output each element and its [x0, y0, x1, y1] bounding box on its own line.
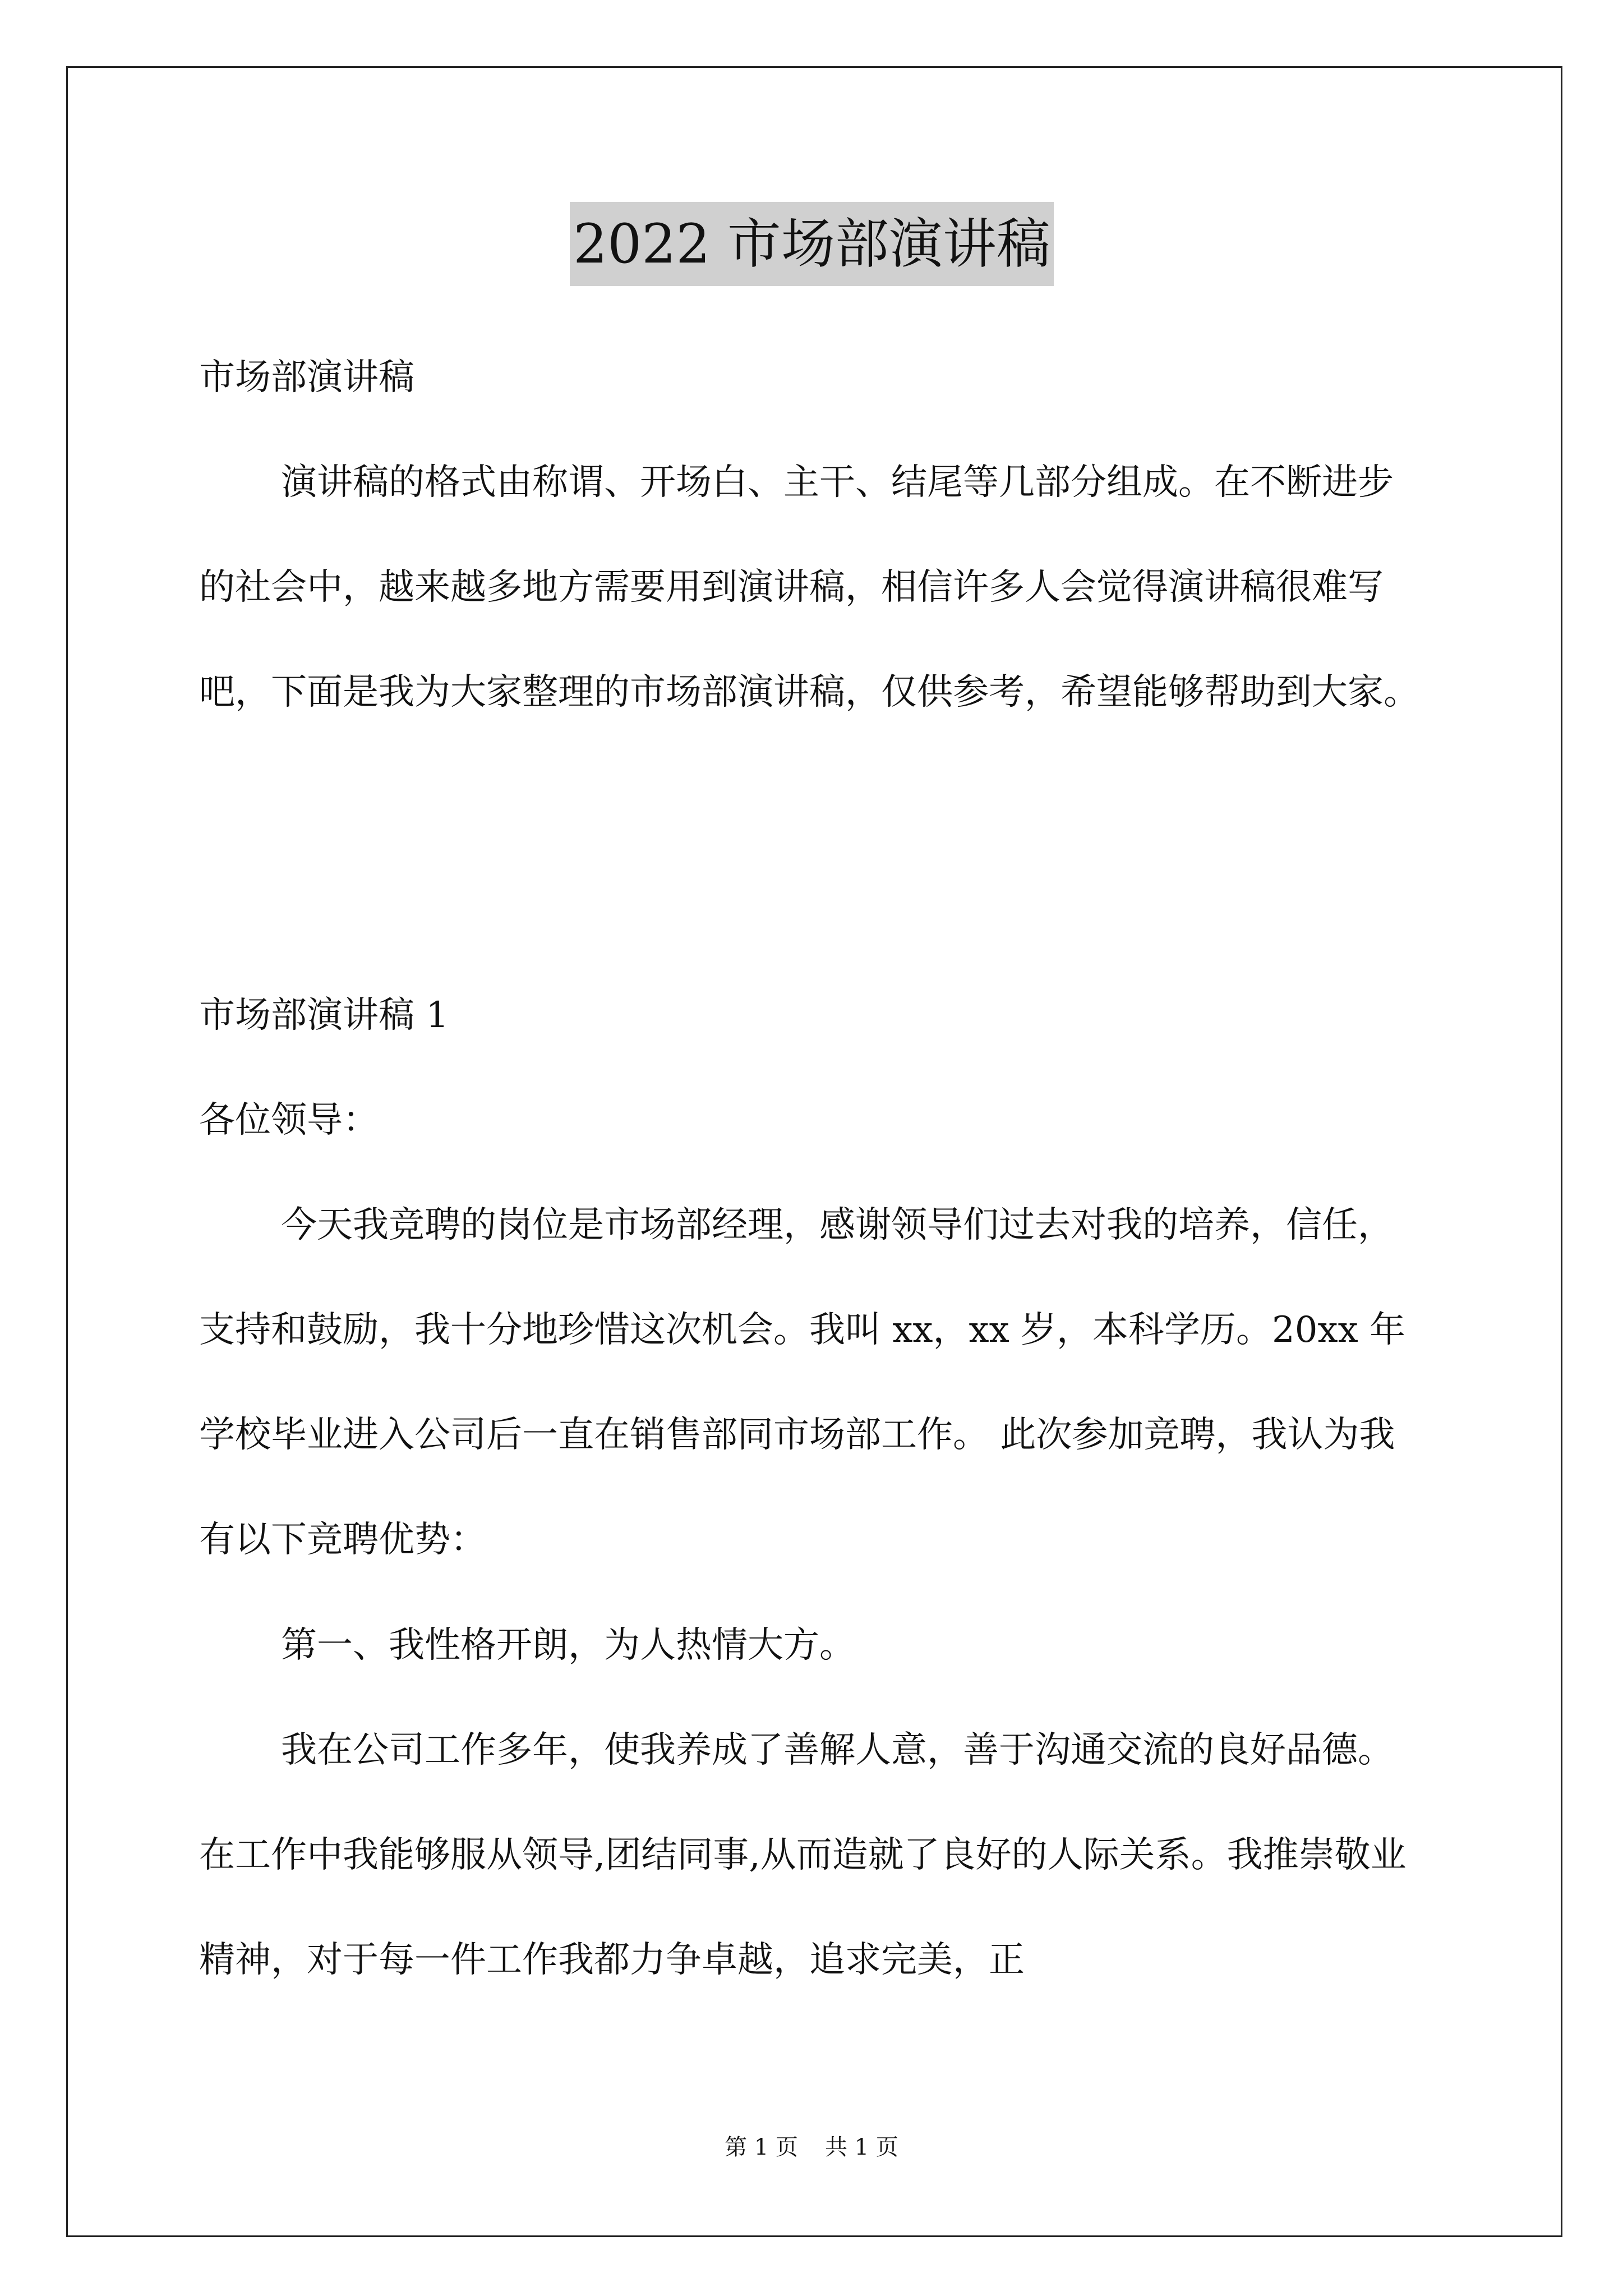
body-paragraph-2: 第一、我性格开朗，为人热情大方。 [281, 1625, 855, 1666]
salutation: 各位领导： [199, 1099, 379, 1141]
intro-paragraph: 演讲稿的格式由称谓、开场白、主干、结尾等几部分组成。在不断进步的社会中，越来越多地方需要用到演讲稿，相信许多人会觉得演讲稿很难写吧，下面是我为大家整理的市场部演讲稿，仅供参考，希望能够帮助到大家。 [199, 462, 1419, 713]
body-paragraph-3: 我在公司工作多年，使我养成了善解人意，善于沟通交流的良好品德。在工作中我能够服从领导,团结同事,从而造就了良好的人际关系。我推崇敬业精神，对于每一件工作我都力争卓越，追求完美，正 [199, 1729, 1407, 1981]
document-title: 2022 市场部演讲稿 [570, 202, 1054, 286]
page-number-current: 第 1 页 [725, 2134, 798, 2160]
page-number-total: 共 1 页 [825, 2134, 898, 2160]
body-paragraph-1: 今天我竞聘的岗位是市场部经理，感谢领导们过去对我的培养，信任，支持和鼓励，我十分地珍惜这次机会。我叫 xx，xx 岁，本科学历。20xx 年学校毕业进入公司后一直在销售部同市场部工作。 此次参加竞聘，我认为我有以下竞聘优势： [199, 1204, 1406, 1561]
page-footer [0, 2131, 1623, 2164]
document-subtitle: 市场部演讲稿 [199, 357, 414, 398]
section-heading: 市场部演讲稿 1 [199, 995, 449, 1036]
title-container [199, 202, 1424, 286]
